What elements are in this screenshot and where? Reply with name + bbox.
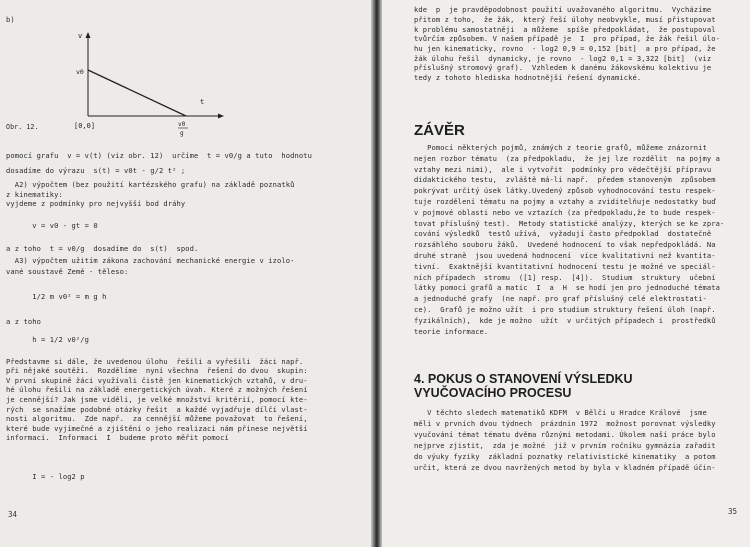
- section-heading: 4. POKUS O STANOVENÍ VÝSLEDKU VYUČOVACÍHO PROCESU: [414, 372, 633, 400]
- text-line: 1/2 m v0² = m g h: [6, 292, 107, 301]
- text-line: A3) výpočtem užitím zákona zachování mechanické energie v izolo-: [6, 256, 295, 265]
- text-line: vyučování témat tématu dvěma různými metodami. Úkolem naší práce bylo: [414, 430, 716, 439]
- text-line: k problému samostatněji a můžeme spíše předpokládat, že postupoval: [414, 25, 716, 34]
- text-line: fyzikálních), kde je možno užít v určitých případech i prostředků: [414, 315, 716, 325]
- page-number-right: 35: [728, 507, 738, 516]
- text-line: a z toho: [6, 317, 41, 326]
- text-line: hé úlohu řešili na základě energetických úvah. Které z možných řešení: [6, 385, 308, 394]
- book-gutter: [371, 0, 382, 547]
- text-line: kde p je pravděpodobnost použití uvažovaného algoritmu. Vycházíme: [414, 5, 712, 14]
- heading-zaver: ZÁVĚR: [414, 122, 465, 139]
- text-line: V první skupině žáci využívali čistě jen kinematických vztahů, v dru-: [6, 376, 308, 385]
- text-line: při nějaké soutěži. Rozdělíme nyní všechna řešení do dvou skupin:: [6, 366, 308, 375]
- text-line: a z toho t = v0/g dosadíme do s(t) spod.: [6, 244, 199, 253]
- text-line: které bude vyjímečné a zjištění o jeho realizaci nám přinese největší: [6, 424, 308, 433]
- text-line: z kinematiky:: [6, 190, 63, 199]
- text-line: rozsáhlého souboru žáků. Uvedené hodnocení to však nepředpokládá. Na: [414, 240, 716, 250]
- text-line: měli v prvních dvou týdnech prázdnin 1972 možnost porovnat výsledky: [414, 419, 716, 428]
- t-root-denominator: g: [180, 130, 184, 137]
- text-line: A2) výpočtem (bez použití kartézského grafu) na základě poznatků: [6, 180, 295, 189]
- text-line: rých se snažíme podobné otázky řešit a každé vyjadřuje dílčí vlast-: [6, 405, 308, 414]
- right-page: [382, 0, 750, 547]
- text-line: pomocí grafu v = v(t) (viz obr. 12) určíme t = v0/g a tuto hodnotu: [6, 151, 312, 160]
- text-line: tedy z tohoto hlediska hodnotnější řešení dynamické.: [414, 73, 642, 82]
- text-line: ních případech stromu ([1] resp. [4]). Studium struktury učební: [414, 272, 716, 282]
- text-line: žák úlohu řešil dynamicky, je rovno - log2 0,1 = 3,322 [bit] (viz: [414, 54, 712, 63]
- text-line: určit, která ze dvou navržených metod by byla v kladném případě účin-: [414, 463, 716, 472]
- text-line: přitom z toho, že žák, který řeší úlohy neobvykle, musí přistupovat: [414, 15, 716, 24]
- text-line: v = v0 - gt = 0: [6, 221, 98, 230]
- velocity-line: [88, 70, 186, 116]
- text-line: je cennější? Jak jsme viděli, je velké množství kritérií, pomocí kte-: [6, 395, 308, 404]
- part-label: b): [6, 15, 15, 24]
- velocity-time-figure: [60, 28, 230, 138]
- text-line: látky pomocí grafů a matic I a H se hodí jen pro jednoduché témata: [414, 283, 720, 293]
- text-line: příslušný stromový graf). Vzhledem k danému žákovskému kolektivu je: [414, 63, 712, 72]
- text-line: vané soustavě Země - těleso:: [6, 267, 129, 276]
- text-line: ce). Grafů je možno užít i pro studium struktury řešení úloh (např.: [414, 305, 716, 314]
- v0-label: v0: [76, 68, 84, 76]
- text-line: nosti algoritmu. Zde např. za cennější můžeme považovat to řešení,: [6, 414, 308, 423]
- page-number-left: 34: [8, 510, 18, 519]
- text-line: nejen rozbor tématu (za předpokladu, že jej lze rozdělit na pojmy a: [414, 153, 720, 163]
- text-line: I = - log2 p: [6, 472, 85, 481]
- axis-v-label: v: [78, 32, 83, 40]
- text-line: cování výsledků testů užívá, vyžadují často předpoklad dostatečně: [414, 229, 712, 239]
- text-line: do výuky fyziky základní poznatky relativistické kinematiky a potom: [414, 452, 716, 461]
- t-axis-arrow: [218, 114, 224, 119]
- text-line: tvůrčím způsobem. V našem případě je I pro případ, že žák řešil úlo-: [414, 34, 720, 43]
- text-line: vztahy mezi nimi), ale i vytvořit podmínky pro vědečtější přípravu: [414, 164, 712, 174]
- text-line: h = 1/2 v0²/g: [6, 335, 90, 344]
- text-line: druhé straně jsou uvedená hodnocení více kvalitativní než kvantita-: [414, 251, 716, 260]
- figure-caption: Obr. 12.: [6, 123, 39, 131]
- text-line: tuje rozdělení tématu na pojmy a vztahy a zviditelňuje nedostatky buď: [414, 197, 716, 206]
- text-line: didaktického testu, zvláště má-li např. předem stanoveným způsobem: [414, 175, 716, 185]
- text-line: dosadíme do výrazu s(t) = v0t - g/2 t² ;: [6, 166, 186, 175]
- text-line: nejprve zjistit, zda je možné již v prvním ročníku gymnázia zařadit: [414, 441, 716, 450]
- text-line: Představme si dále, že uvedenou úlohu řešili a vyřešili žáci např.: [6, 357, 304, 366]
- text-line: a jednoduché grafy (ne např. pro graf příslušný celé elektrostati-: [414, 294, 707, 304]
- origin-label: [0,0]: [74, 122, 96, 130]
- left-page: [0, 0, 371, 547]
- text-line: pokrývat určitý úsek látky.Uvedený způsob vyhodnocování testu respek-: [414, 186, 716, 196]
- text-line: hu jen kinematicky, rovno - log2 0,9 = 0,152 [bit] a pro případ, že: [414, 44, 716, 53]
- text-line: Pomocí některých pojmů, známých z teorie grafů, můžeme znázornit: [414, 143, 707, 152]
- v-axis-arrow: [86, 32, 91, 38]
- text-line: V těchto sledech matematiků KDFM v Bělči u Hradce Králové jsme: [414, 408, 707, 417]
- text-line: v pojmové oblasti nebo ve vztazích (za předpokladu,že to bude respek-: [414, 207, 716, 217]
- text-line: teorie informace.: [414, 326, 489, 336]
- text-line: tovat příslušný test). Metody statistické analýzy, kterých se ke zpra-: [414, 218, 725, 228]
- text-line: vyjdeme z podmínky pro nejvyšší bod dráhy: [6, 199, 186, 208]
- text-line: informaci. Informaci I budeme proto měřit pomocí: [6, 433, 229, 442]
- text-line: tivní. Exaktnější kvantitativní hodnocení testu je možné ve speciál-: [414, 261, 716, 271]
- t-root-numerator: v0: [178, 121, 186, 128]
- axis-t-label: t: [200, 98, 205, 106]
